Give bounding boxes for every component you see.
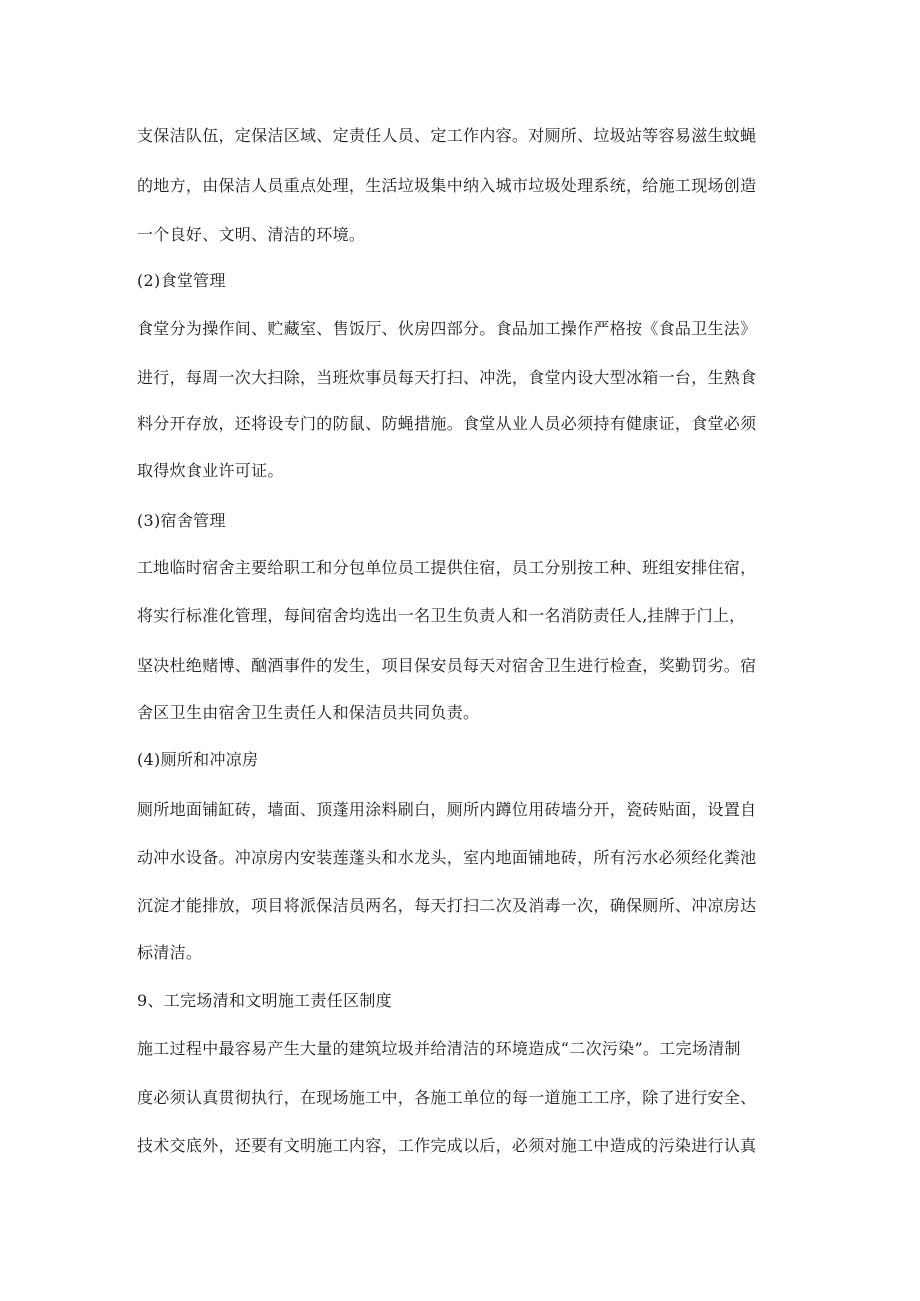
section-heading-canteen: (2)食堂管理 (137, 271, 226, 290)
body-text-line: 技术交底外，还要有文明施工内容，工作完成以后，必须对施工中造成的污染进行认真 (137, 1136, 757, 1155)
body-text-line: 将实行标准化管理，每间宿舍均选出一名卫生负责人和一名消防责任人,挂牌于门上， (137, 606, 746, 625)
body-text-line: 取得炊食业许可证。 (137, 461, 284, 480)
body-text-line: 食堂分为操作间、贮藏室、售饭厅、伙房四部分。食品加工操作严格按《食品卫生法》 (137, 319, 757, 338)
body-text-line: 进行，每周一次大扫除，当班炊事员每天打扫、冲洗，食堂内设大型冰箱一台，生熟食 (137, 368, 757, 387)
body-text-line: 料分开存放，还将设专门的防鼠、防蝇措施。食堂从业人员必须持有健康证，食堂必须 (137, 414, 757, 433)
body-text-line: 施工过程中最容易产生大量的建筑垃圾并给清洁的环境造成“二次污染”。工完场清制 (137, 1039, 741, 1058)
body-text-line: 一个良好、文明、清洁的环境。 (137, 225, 366, 244)
section-heading-dormitory: (3)宿舍管理 (137, 511, 226, 530)
body-text-line: 度必须认真贯彻执行，在现场施工中，各施工单位的每一道施工工序，除了进行安全、 (137, 1088, 757, 1107)
section-heading-toilet: (4)厕所和冲凉房 (137, 750, 259, 769)
section-heading-cleanup: 9、工完场清和文明施工责任区制度 (137, 991, 392, 1010)
body-text-line: 标清洁。 (137, 943, 203, 962)
body-text-line: 支保洁队伍，定保洁区域、定责任人员、定工作内容。对厕所、垃圾站等容易滋生蚊蝇 (137, 126, 757, 145)
body-text-line: 的地方，由保洁人员重点处理，生活垃圾集中纳入城市垃圾处理系统，给施工现场创造 (137, 176, 757, 195)
body-text-line: 沉淀才能排放，项目将派保洁员两名，每天打扫二次及消毒一次，确保厕所、冲凉房达 (137, 896, 757, 915)
body-text-line: 坚决杜绝赌博、酗酒事件的发生，项目保安员每天对宿舍卫生进行检查，奖勤罚劣。宿 (137, 656, 757, 675)
body-text-line: 工地临时宿舍主要给职工和分包单位员工提供住宿，员工分别按工种、班组安排住宿， (137, 558, 757, 577)
body-text-line: 厕所地面铺缸砖，墙面、顶蓬用涂料刷白，厕所内蹲位用砖墙分开，瓷砖贴面，设置自 (137, 800, 757, 819)
body-text-line: 动冲水设备。冲凉房内安装莲蓬头和水龙头，室内地面铺地砖，所有污水必须经化粪池 (137, 848, 757, 867)
body-text-line: 舍区卫生由宿舍卫生责任人和保洁员共同负责。 (137, 703, 480, 722)
